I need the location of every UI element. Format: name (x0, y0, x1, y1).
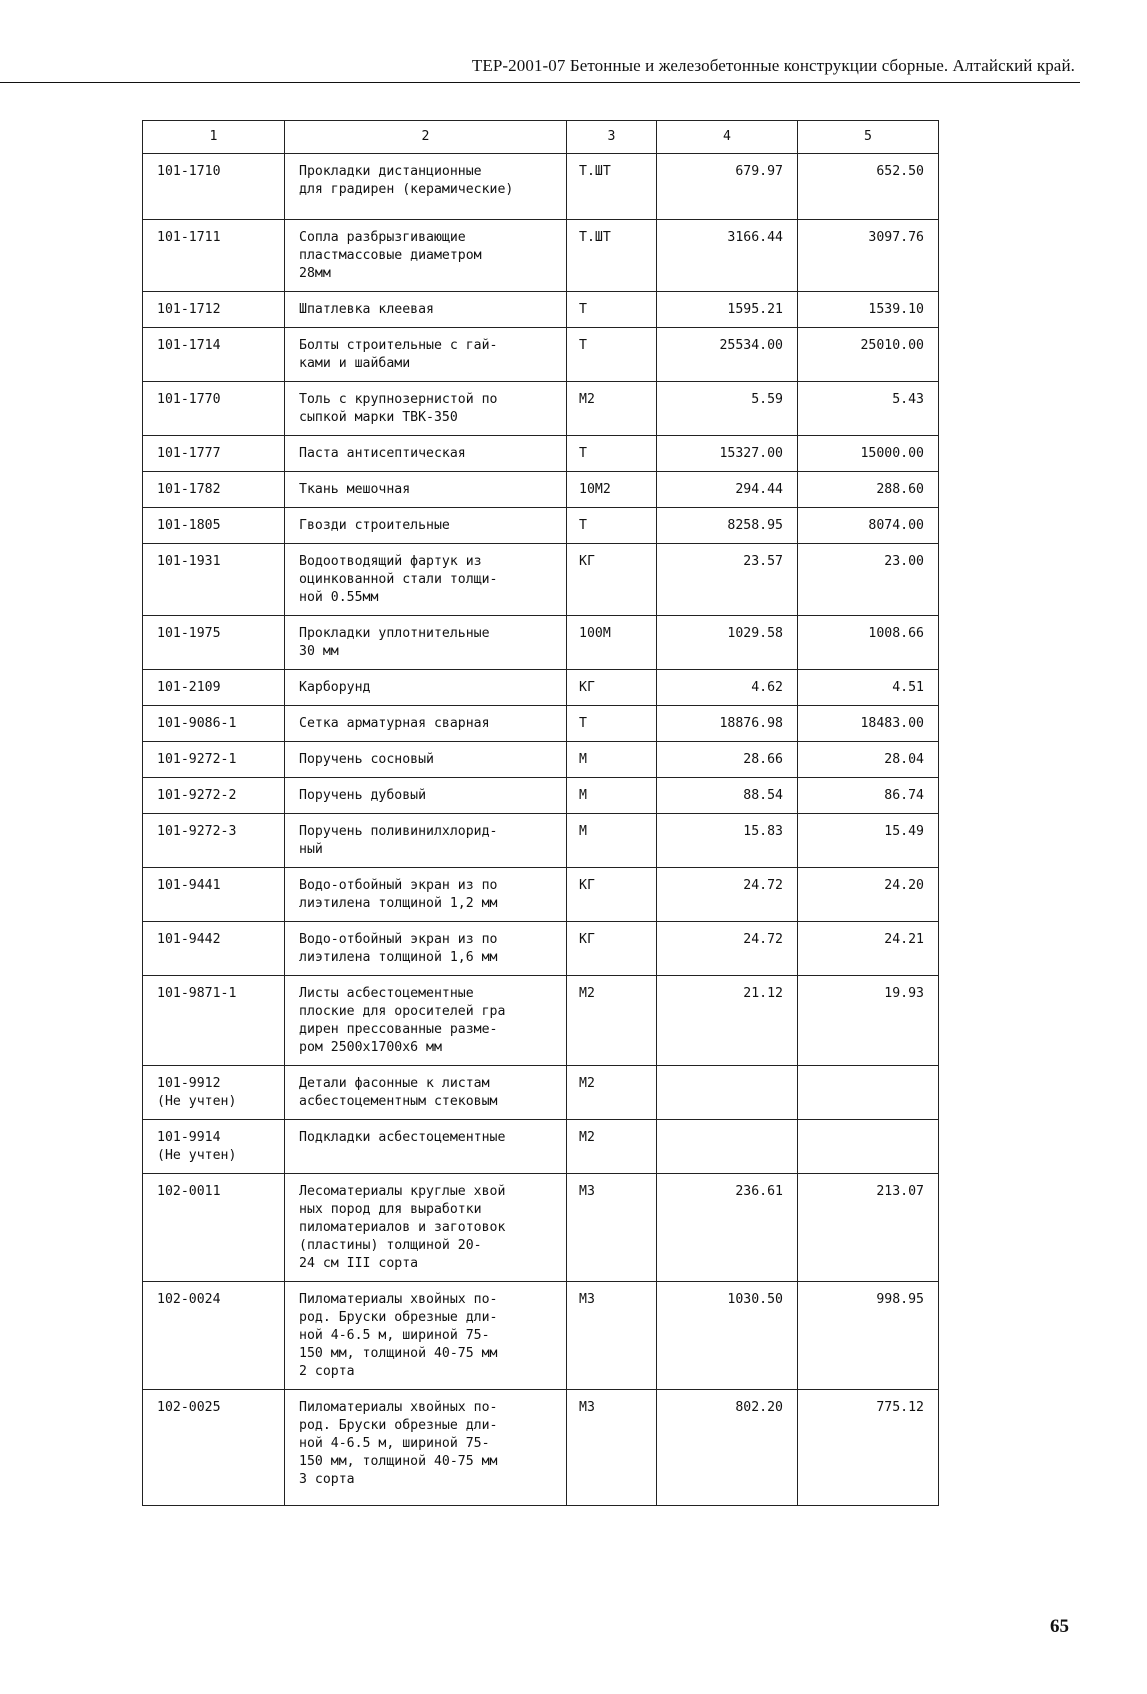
material-name-cell: Толь с крупнозернистой по сыпкой марки ТВК-350 (285, 382, 567, 436)
material-name-cell: Пиломатериалы хвойных по- род. Бруски обрезные дли- ной 4-6.5 м, шириной 75- 150 мм, толщиной 40-75 мм 3 сорта (285, 1390, 567, 1506)
price-base-cell: 24.20 (798, 868, 939, 922)
material-code-cell: 101-1711 (143, 220, 285, 292)
material-code-cell: 101-9914 (Не учтен) (143, 1120, 285, 1174)
unit-cell: М (567, 742, 657, 778)
material-name-cell: Болты строительные с гай- ками и шайбами (285, 328, 567, 382)
price-current-cell: 8258.95 (657, 508, 798, 544)
table-row (143, 670, 939, 706)
price-base-cell: 28.04 (798, 742, 939, 778)
page-number: 65 (1050, 1616, 1069, 1637)
price-current-cell: 294.44 (657, 472, 798, 508)
table-header-row (143, 121, 939, 154)
table-row (143, 220, 939, 292)
unit-cell: КГ (567, 922, 657, 976)
price-current-cell (657, 1066, 798, 1120)
unit-cell: М3 (567, 1390, 657, 1506)
price-current-cell: 15327.00 (657, 436, 798, 472)
price-current-cell: 802.20 (657, 1390, 798, 1506)
page-header-title: ТЕР-2001-07 Бетонные и железобетонные конструкции сборные. Алтайский край. (471, 56, 1075, 75)
unit-cell: Т (567, 328, 657, 382)
column-header: 4 (657, 121, 798, 154)
price-current-cell: 23.57 (657, 544, 798, 616)
unit-cell: КГ (567, 670, 657, 706)
price-base-cell: 998.95 (798, 1282, 939, 1390)
unit-cell: КГ (567, 544, 657, 616)
table-row (143, 1282, 939, 1390)
table-row (143, 508, 939, 544)
unit-cell: М2 (567, 382, 657, 436)
material-code-cell: 101-1770 (143, 382, 285, 436)
column-header: 2 (285, 121, 567, 154)
material-code-cell: 102-0024 (143, 1282, 285, 1390)
unit-cell: 10М2 (567, 472, 657, 508)
price-table (142, 120, 939, 1506)
table-row (143, 1120, 939, 1174)
material-name-cell: Детали фасонные к листам асбестоцементным стековым (285, 1066, 567, 1120)
material-name-cell: Гвозди строительные (285, 508, 567, 544)
table-row (143, 472, 939, 508)
price-base-cell (798, 1120, 939, 1174)
material-code-cell: 101-9912 (Не учтен) (143, 1066, 285, 1120)
material-code-cell: 102-0025 (143, 1390, 285, 1506)
material-name-cell: Подкладки асбестоцементные (285, 1120, 567, 1174)
material-name-cell: Ткань мешочная (285, 472, 567, 508)
table-row (143, 814, 939, 868)
table-row (143, 154, 939, 220)
material-name-cell: Поручень сосновый (285, 742, 567, 778)
material-code-cell: 101-1710 (143, 154, 285, 220)
material-code-cell: 101-9441 (143, 868, 285, 922)
table-row (143, 436, 939, 472)
price-base-cell: 3097.76 (798, 220, 939, 292)
price-base-cell: 25010.00 (798, 328, 939, 382)
table-row (143, 868, 939, 922)
material-name-cell: Паста антисептическая (285, 436, 567, 472)
table-row (143, 616, 939, 670)
price-current-cell: 24.72 (657, 922, 798, 976)
table-row (143, 1066, 939, 1120)
material-code-cell: 101-2109 (143, 670, 285, 706)
price-base-cell: 86.74 (798, 778, 939, 814)
material-code-cell: 101-9086-1 (143, 706, 285, 742)
price-base-cell: 19.93 (798, 976, 939, 1066)
table-row (143, 706, 939, 742)
table-row (143, 976, 939, 1066)
table-row (143, 292, 939, 328)
material-name-cell: Прокладки уплотнительные 30 мм (285, 616, 567, 670)
material-code-cell: 101-1777 (143, 436, 285, 472)
price-base-cell: 5.43 (798, 382, 939, 436)
material-code-cell: 101-9272-3 (143, 814, 285, 868)
material-name-cell: Лесоматериалы круглые хвой ных пород для выработки пиломатериалов и заготовок (пластины) толщиной 20- 24 см III сорта (285, 1174, 567, 1282)
price-base-cell: 18483.00 (798, 706, 939, 742)
unit-cell: Т.ШТ (567, 220, 657, 292)
price-current-cell: 18876.98 (657, 706, 798, 742)
price-base-cell: 213.07 (798, 1174, 939, 1282)
material-code-cell: 101-1782 (143, 472, 285, 508)
material-code-cell: 101-9442 (143, 922, 285, 976)
unit-cell: М2 (567, 1066, 657, 1120)
unit-cell: М (567, 778, 657, 814)
price-current-cell: 1030.50 (657, 1282, 798, 1390)
unit-cell: Т (567, 292, 657, 328)
material-name-cell: Поручень поливинилхлорид- ный (285, 814, 567, 868)
unit-cell: М3 (567, 1174, 657, 1282)
material-name-cell: Пиломатериалы хвойных по- род. Бруски обрезные дли- ной 4-6.5 м, шириной 75- 150 мм, толщиной 40-75 мм 2 сорта (285, 1282, 567, 1390)
material-name-cell: Листы асбестоцементные плоские для оросителей гра дирен прессованные разме- ром 2500х1700х6 мм (285, 976, 567, 1066)
unit-cell: М2 (567, 976, 657, 1066)
material-code-cell: 101-1931 (143, 544, 285, 616)
table-row (143, 742, 939, 778)
price-base-cell (798, 1066, 939, 1120)
price-base-cell: 15000.00 (798, 436, 939, 472)
table-row (143, 544, 939, 616)
unit-cell: Т (567, 508, 657, 544)
price-base-cell: 24.21 (798, 922, 939, 976)
unit-cell: М (567, 814, 657, 868)
unit-cell: КГ (567, 868, 657, 922)
price-current-cell: 21.12 (657, 976, 798, 1066)
material-code-cell: 102-0011 (143, 1174, 285, 1282)
table-row (143, 922, 939, 976)
price-base-cell: 4.51 (798, 670, 939, 706)
price-current-cell: 15.83 (657, 814, 798, 868)
price-current-cell: 3166.44 (657, 220, 798, 292)
price-base-cell: 8074.00 (798, 508, 939, 544)
price-current-cell: 4.62 (657, 670, 798, 706)
material-code-cell: 101-1714 (143, 328, 285, 382)
material-name-cell: Прокладки дистанционные для градирен (керамические) (285, 154, 567, 220)
price-base-cell: 1008.66 (798, 616, 939, 670)
price-current-cell: 5.59 (657, 382, 798, 436)
material-name-cell: Шпатлевка клеевая (285, 292, 567, 328)
price-base-cell: 23.00 (798, 544, 939, 616)
material-code-cell: 101-1805 (143, 508, 285, 544)
unit-cell: Т.ШТ (567, 154, 657, 220)
material-name-cell: Водо-отбойный экран из по лиэтилена толщиной 1,2 мм (285, 868, 567, 922)
material-code-cell: 101-9871-1 (143, 976, 285, 1066)
material-name-cell: Сопла разбрызгивающие пластмассовые диаметром 28мм (285, 220, 567, 292)
column-header: 1 (143, 121, 285, 154)
column-header: 5 (798, 121, 939, 154)
unit-cell: Т (567, 706, 657, 742)
unit-cell: М2 (567, 1120, 657, 1174)
price-base-cell: 15.49 (798, 814, 939, 868)
header-divider (0, 82, 1080, 83)
unit-cell: Т (567, 436, 657, 472)
material-code-cell: 101-9272-1 (143, 742, 285, 778)
material-code-cell: 101-1975 (143, 616, 285, 670)
price-base-cell: 288.60 (798, 472, 939, 508)
price-current-cell: 679.97 (657, 154, 798, 220)
price-current-cell: 28.66 (657, 742, 798, 778)
table-row (143, 1390, 939, 1506)
material-name-cell: Сетка арматурная сварная (285, 706, 567, 742)
material-name-cell: Карборунд (285, 670, 567, 706)
material-code-cell: 101-1712 (143, 292, 285, 328)
table-row (143, 1174, 939, 1282)
price-base-cell: 652.50 (798, 154, 939, 220)
table-row (143, 778, 939, 814)
price-base-cell: 1539.10 (798, 292, 939, 328)
price-current-cell: 25534.00 (657, 328, 798, 382)
material-name-cell: Водоотводящий фартук из оцинкованной стали толщи- ной 0.55мм (285, 544, 567, 616)
column-header: 3 (567, 121, 657, 154)
material-code-cell: 101-9272-2 (143, 778, 285, 814)
price-current-cell: 236.61 (657, 1174, 798, 1282)
unit-cell: М3 (567, 1282, 657, 1390)
price-current-cell: 88.54 (657, 778, 798, 814)
price-current-cell: 24.72 (657, 868, 798, 922)
price-base-cell: 775.12 (798, 1390, 939, 1506)
price-current-cell (657, 1120, 798, 1174)
price-current-cell: 1029.58 (657, 616, 798, 670)
material-name-cell: Поручень дубовый (285, 778, 567, 814)
unit-cell: 100М (567, 616, 657, 670)
material-name-cell: Водо-отбойный экран из по лиэтилена толщиной 1,6 мм (285, 922, 567, 976)
price-current-cell: 1595.21 (657, 292, 798, 328)
table-row (143, 328, 939, 382)
table-row (143, 382, 939, 436)
